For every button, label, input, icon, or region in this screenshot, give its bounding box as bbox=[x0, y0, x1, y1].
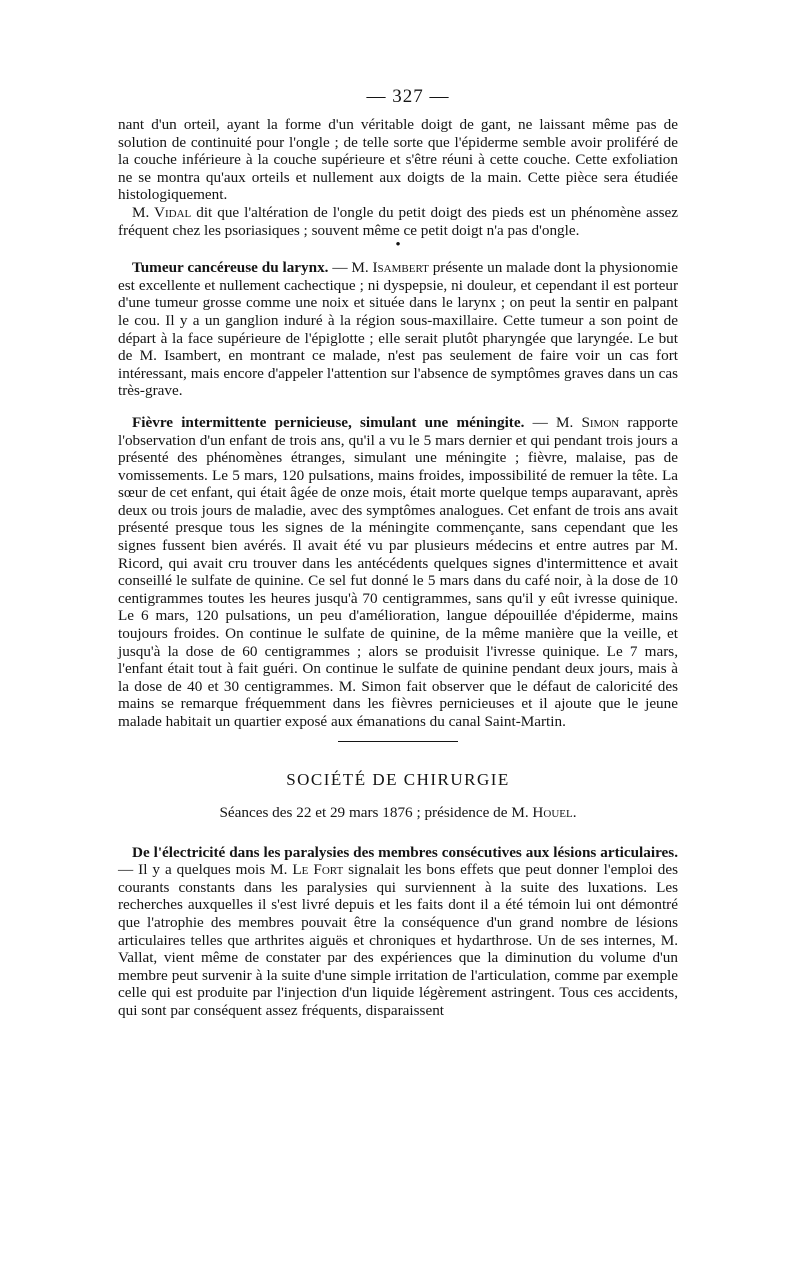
section-title: Tumeur cancéreuse du larynx. bbox=[132, 259, 329, 277]
dash: — M. bbox=[524, 413, 582, 431]
section-fievre bbox=[118, 414, 678, 731]
section-title: De l'électricité dans les paralysies des membres consécutives aux lésions articulaires. bbox=[132, 843, 678, 861]
paragraph-vidal bbox=[118, 204, 678, 239]
president-name: Houel bbox=[532, 803, 573, 821]
paragraph-continuation: nant d'un orteil, ayant la forme d'un véritable doigt de gant, ne laissant même pas de solution de continuité pour l'ongle ; de telle sorte que l'épiderme semble avoir proliféré de la couche inférieure à la couche supérieure et s'être réuni à cette couche. Cette exfoliation ne se montra qu'aux orteils et nullement aux doigts de la main. Cette pièce sera étudiée histologiquement. bbox=[118, 116, 678, 204]
society-heading: SOCIÉTÉ DE CHIRURGIE bbox=[286, 769, 510, 789]
dash: — Il y a quelques mois M. bbox=[118, 861, 293, 879]
section-title: Fièvre intermittente pernicieuse, simulant une méningite. bbox=[132, 413, 525, 431]
section-tumeur bbox=[118, 259, 678, 400]
author-name: Simon bbox=[581, 413, 620, 431]
author-name: Isambert bbox=[372, 259, 429, 277]
dash: — M. bbox=[328, 259, 373, 277]
separator-dot: • bbox=[395, 236, 401, 254]
author-name: Le Fort bbox=[292, 861, 344, 879]
horizontal-rule bbox=[338, 741, 458, 742]
author-name: M. Vidal bbox=[132, 203, 192, 221]
seance-line bbox=[118, 804, 678, 822]
seance-text: Séances des 22 et 29 mars 1876 ; présidence de M. bbox=[219, 803, 533, 821]
paragraph-text: présente un malade dont la physionomie est excellente et nullement cachectique ; ni dyspepsie, ni douleur, et cependant il est porteur d'une tumeur grosse comme une noix et située dans le larynx ; on peut la sentir en palpant le cou. Il y a un ganglion induré à la région sous-maxillaire. Cette tumeur a son point de départ à la face supérieure de l'épiglotte ; elle serait plutôt pharyngée que laryngée. Le but de M. Isambert, en montrant ce malade, n'est pas seulement de faire voir un cas fort intéressant, mais encore d'appeler l'attention sur l'absence de symptômes graves dans un cas très-grave. bbox=[118, 259, 678, 400]
book-page bbox=[118, 86, 678, 1020]
paragraph-text: signalait les bons effets que peut donner l'emploi des courants constants dans les paralysies qui surviennent à la suite des luxations. Les recherches auxquelles il s'est livré depuis et les faits dont il a été témoin lui ont démontré que l'atrophie des membres pouvait être la conséquence d'un grand nombre de lésions articulaires telles que arthrites aiguës et chroniques et hydarthrose. Un de ses internes, M. Vallat, vient même de constater par des expériences que la diminution du volume d'un membre peut survenir à la suite d'une simple irritation de l'articulation, comme par exemple celle qui est produite par l'injection d'un liquide légèrement astringent. Tous ces accidents, qui sont par conséquent assez fréquents, disparaissent bbox=[118, 861, 678, 1019]
paragraph-text: rapporte l'observation d'un enfant de trois ans, qu'il a vu le 5 mars dernier et qui pendant trois jours a présenté des phénomènes étranges, simulant une méningite ; fièvre, malaise, pas de vomissements. Le 5 mars, 120 pulsations, mains froides, impossibilité de remuer la tête. La sœur de cet enfant, qui était âgée de onze mois, était morte quelque temps auparavant, après deux ou trois jours de maladie, avec des symptômes analogues. Cet enfant de trois ans avait présenté presque tous les signes de la méningite commençante, sans cependant que les signes fussent bien avérés. Il avait été vu par plusieurs médecins et entre autres par M. Ricord, qui avait cru trouver dans les antécédents quelques signes d'intermittence et avait conseillé le sulfate de quinine. Ce sel fut donné le 5 mars dans du café noir, à la dose de 10 centigrammes toutes les heures jusqu'à 70 centigrammes, sans qu'il y eût ivresse quinique. Le 6 mars, 120 pulsations, un peu d'amélioration, langue dépouillée d'épiderme, mains toujours froides. On continue le sulfate de quinine, de la même manière que la veille, et jusqu'à la dose de 60 centigrammes ; alors se produisit l'ivresse quinique. Le 7 mars, l'enfant était tout à fait guéri. On continue le sulfate de quinine pendant deux jours, mais à la dose de 40 et 30 centigrammes. M. Simon fait observer que le défaut de caloricité des mains se remarque fréquemment dans les fièvres pernicieuses et il ajoute que le jeune malade habitait un quartier exposé aux émanations du canal Saint-Martin. bbox=[118, 413, 678, 730]
paragraph-text: dit que l'altération de l'ongle du petit doigt des pieds est un phénomène assez fréquent chez les psoriasiques ; souvent même ce petit doigt n'a pas d'ongle. bbox=[118, 203, 679, 239]
section-electricite bbox=[118, 844, 678, 1020]
seance-end: . bbox=[572, 803, 577, 821]
page-number: — 327 — bbox=[366, 86, 450, 107]
